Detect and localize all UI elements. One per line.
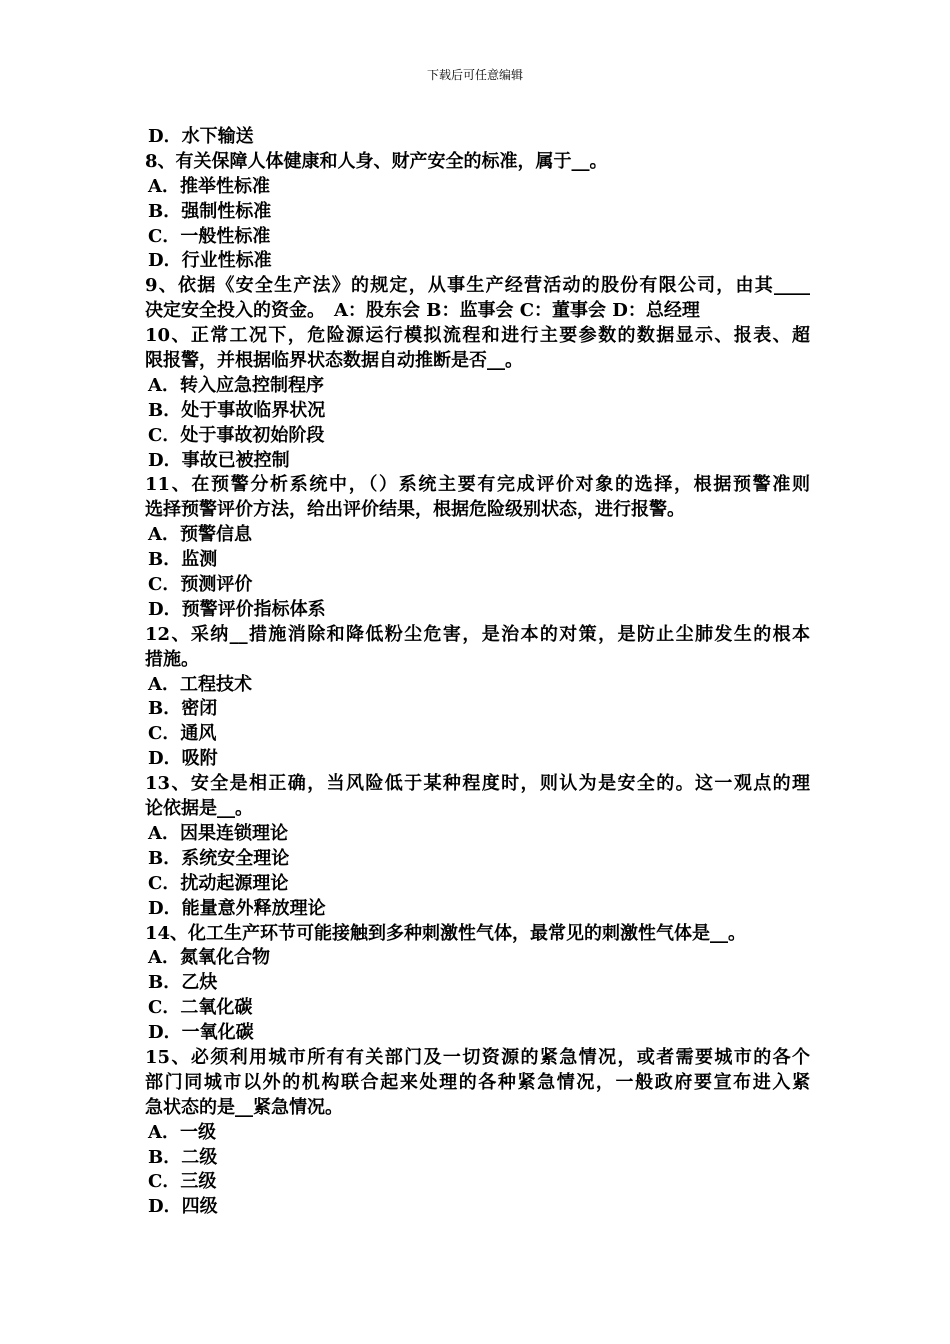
answer-option: D．行业性标准 [148,250,272,272]
answer-option: D．吸附 [148,748,218,770]
answer-option: B．处于事故临界状况 [148,399,326,421]
question-text: 11、在预警分析系统中，（）系统主要有完成评价对象的选择，根据预警准则 [145,474,810,496]
answer-option: A．氮氧化合物 [148,947,270,969]
answer-option: B．乙炔 [148,972,218,994]
answer-option: B．监测 [148,549,218,571]
answer-option: A．转入应急控制程序 [148,374,324,396]
question-text: 部门同城市以外的机构联合起来处理的各种紧急情况，一般政府要宣布进入紧 [145,1071,810,1093]
answer-option: C．扰动起源理论 [148,872,289,894]
question-text: 13、安全是相正确，当风险低于某种程度时，则认为是安全的。这一观点的理 [145,773,810,795]
answer-option: D．一氧化碳 [148,1022,254,1044]
answer-option: A．工程技术 [148,673,252,695]
answer-option: A．因果连锁理论 [148,822,288,844]
question-text: 15、必须利用城市所有有关部门及一切资源的紧急情况，或者需要城市的各个 [145,1046,810,1068]
answer-option: C．通风 [148,723,217,745]
answer-option: B．系统安全理论 [148,847,290,869]
question-text: 9、依据《安全生产法》的规定，从事生产经营活动的股份有限公司，由其____ [145,275,810,297]
question-text: 12、采纳__措施消除和降低粉尘危害，是治本的对策，是防止尘肺发生的根本 [145,623,810,645]
answer-option: C．二氧化碳 [148,997,253,1019]
answer-option: D．水下输送 [148,126,254,147]
answer-option: C．三级 [148,1171,217,1193]
answer-option: A．预警信息 [148,524,252,546]
question-text: 限报警，并根据临界状态数据自动推断是否__。 [145,350,523,372]
question-text: 8、有关保障人体健康和人身、财产安全的标准，属于__。 [145,150,608,172]
answer-option: D．预警评价指标体系 [148,598,326,620]
document-body [145,125,810,1220]
question-text: 措施。 [145,648,199,670]
answer-option: D．事故已被控制 [148,449,290,471]
question-text: 决定安全投入的资金。 A：股东会 B：监事会 C：董事会 D：总经理 [145,300,700,322]
answer-option: B．密闭 [148,698,218,720]
question-text: 10、正常工况下，危险源运行模拟流程和进行主要参数的数据显示、报表、超 [145,325,810,347]
question-text: 14、化工生产环节可能接触到多种刺激性气体，最常见的刺激性气体是__。 [145,922,747,944]
question-text: 选择预警评价方法，给出评价结果，根据危险级别状态，进行报警。 [145,499,685,521]
answer-option: A．一级 [148,1121,216,1143]
answer-option: D．能量意外释放理论 [148,897,326,919]
question-text: 急状态的是__紧急情况。 [145,1096,343,1118]
answer-option: D．四级 [148,1196,218,1218]
answer-option: C．预测评价 [148,574,253,596]
answer-option: A．推举性标准 [148,175,270,197]
answer-option: C．处于事故初始阶段 [148,424,325,446]
answer-option: B．强制性标准 [148,200,272,222]
page-header-note: 下载后可任意编辑 [426,68,523,82]
answer-option: B．二级 [148,1146,218,1168]
answer-option: C．一般性标准 [148,225,271,247]
question-text: 论依据是__。 [145,798,253,820]
